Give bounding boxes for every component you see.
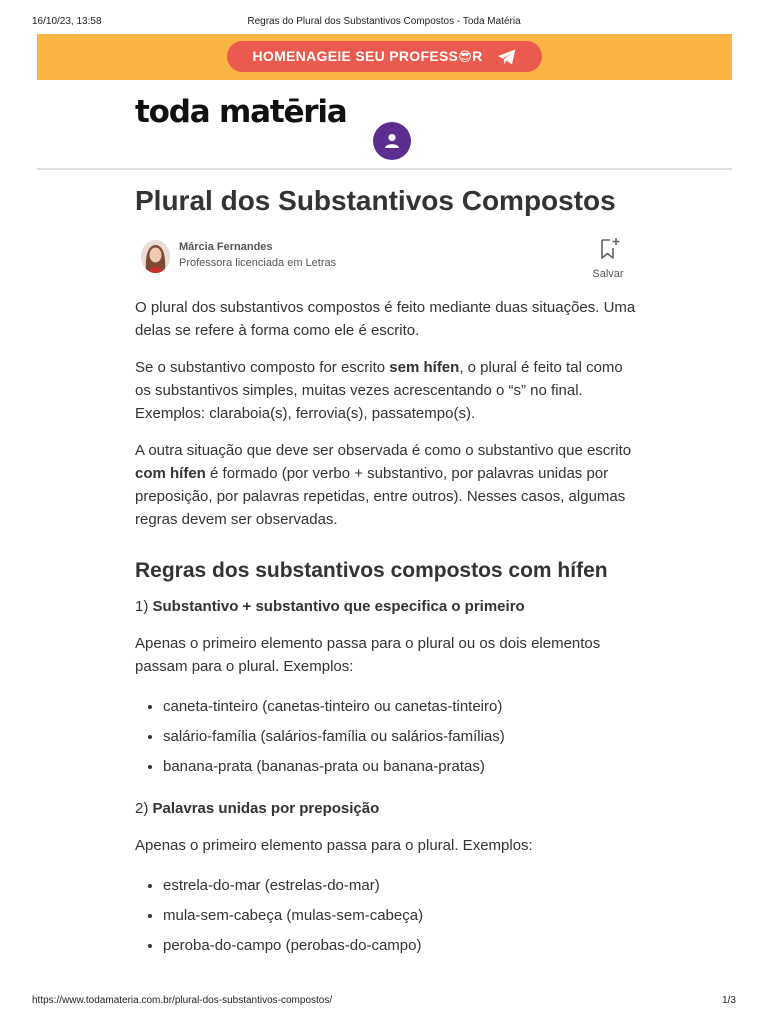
- sunglasses-emoji-icon: 😎: [458, 49, 473, 64]
- rule-1-heading: 1) Substantivo + substantivo que especifica o primeiro: [135, 598, 525, 615]
- promo-banner: [37, 34, 732, 80]
- bookmark-add-icon: [595, 236, 621, 262]
- account-button[interactable]: [373, 122, 411, 160]
- list-item: • mula-sem-cabeça (mulas-sem-cabeça): [163, 901, 640, 931]
- keyword-sem-hifen: sem hífen: [389, 359, 460, 376]
- rule-2-examples: [135, 871, 640, 961]
- print-url: https://www.todamateria.com.br/plural-dos-substantivos-compostos/: [32, 995, 333, 1006]
- user-icon: [383, 132, 401, 150]
- author-photo: [141, 240, 170, 273]
- list-item: • salário-família (salários-família ou salários-famílias): [163, 722, 640, 752]
- print-datetime: 16/10/23, 13:58: [32, 16, 102, 27]
- rule-2-heading: 2) Palavras unidas por preposição: [135, 800, 380, 817]
- author-block: [141, 240, 631, 280]
- author-role: Professora licenciada em Letras: [179, 257, 337, 269]
- rule-1-description: Apenas o primeiro elemento passa para o plural ou os dois elementos passam para o plural. Exemplos:: [135, 635, 601, 675]
- list-item: • peroba-do-campo (perobas-do-campo): [163, 931, 640, 961]
- site-logo[interactable]: toda matēria: [135, 94, 347, 130]
- save-label: Salvar: [592, 268, 624, 280]
- intro-paragraph: O plural dos substantivos compostos é feito mediante duas situações. Uma delas se refere à forma como ele é escrito.: [135, 299, 636, 339]
- list-item: • banana-prata (bananas-prata ou banana-pratas): [163, 752, 640, 782]
- print-page-title: Regras do Plural dos Substantivos Compostos - Toda Matéria: [247, 16, 521, 27]
- paragraph-com-hifen: A outra situação que deve ser observada é como o substantivo que escrito com hífen é formado (por verbo + substantivo, por palavras unidas por preposição, por palavras repetidas, entre outros). Nesses casos, algumas regras devem ser observadas.: [135, 442, 632, 528]
- keyword-com-hifen: com hífen: [135, 465, 206, 482]
- print-footer: [32, 995, 736, 1009]
- list-item: • estrela-do-mar (estrelas-do-mar): [163, 871, 640, 901]
- article-body: [135, 296, 640, 976]
- article-title: Plural dos Substantivos Compostos: [135, 185, 616, 216]
- promo-label: HOMENAGEIE SEU PROFESS😎R: [252, 48, 483, 64]
- print-page-count: 1/3: [722, 995, 736, 1006]
- rule-1-examples: [135, 692, 640, 782]
- telegram-send-icon: [497, 48, 517, 66]
- paragraph-sem-hifen: Se o substantivo composto for escrito sem hífen, o plural é feito tal como os substantivos simples, muitas vezes acrescentando o “s” no final. Exemplos: claraboia(s), ferrovia(s), passatempo(s).: [135, 359, 623, 422]
- author-name[interactable]: Márcia Fernandes: [179, 241, 273, 253]
- rule-2-description: Apenas o primeiro elemento passa para o plural. Exemplos:: [135, 837, 533, 854]
- list-item: • caneta-tinteiro (canetas-tinteiro ou canetas-tinteiro): [163, 692, 640, 722]
- header-divider: [37, 168, 732, 170]
- promo-button[interactable]: [227, 41, 542, 72]
- print-header: [32, 16, 736, 30]
- save-button[interactable]: [586, 236, 630, 280]
- section-heading: Regras dos substantivos compostos com hífen: [135, 559, 608, 582]
